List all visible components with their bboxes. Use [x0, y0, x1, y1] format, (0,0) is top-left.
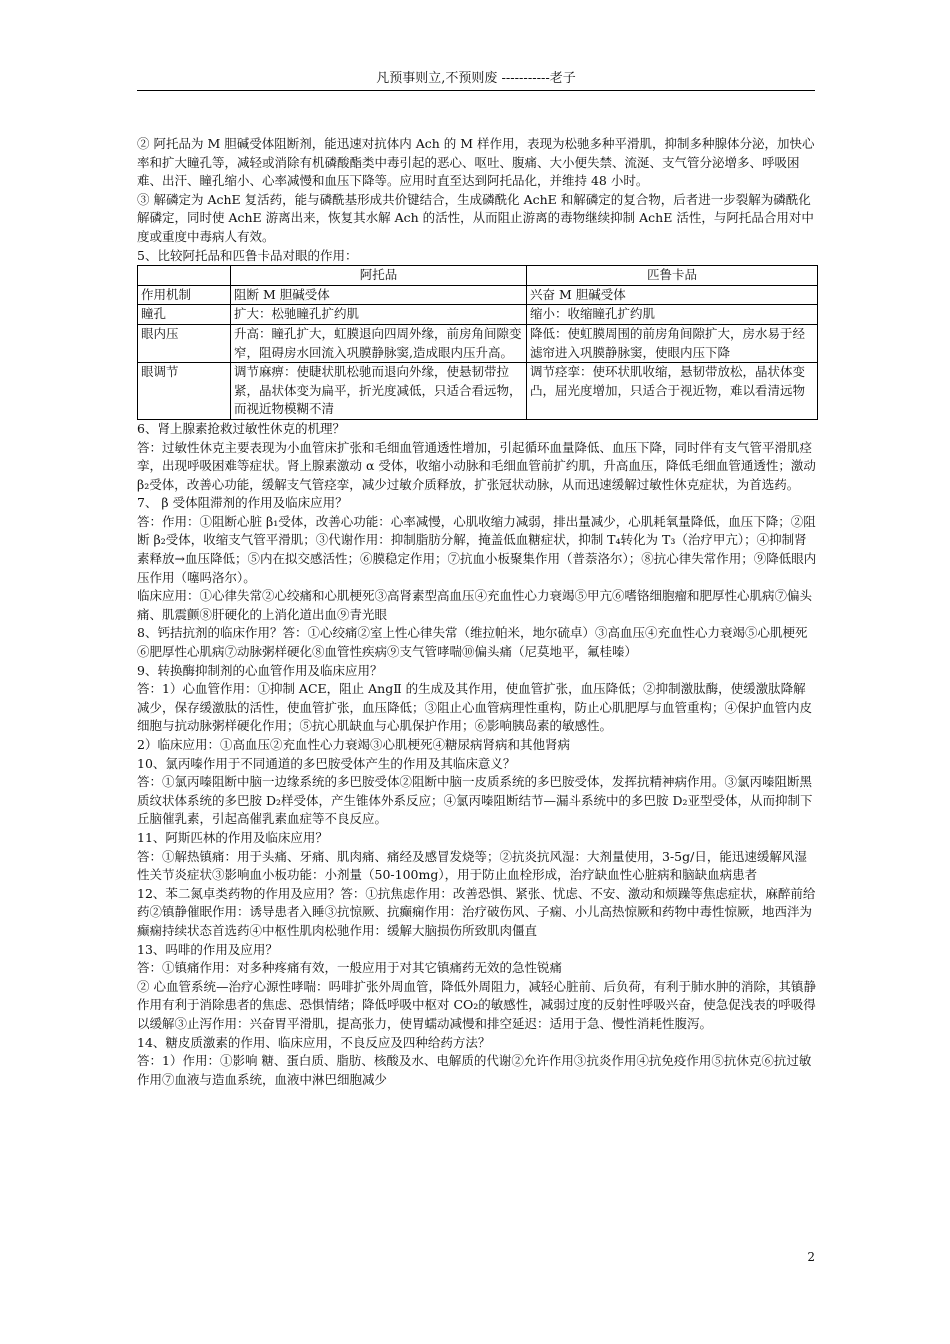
table-row	[138, 305, 818, 325]
paragraph: ② 阿托品为 M 胆碱受体阻断剂，能迅速对抗体内 Ach 的 M 样作用，表现为松驰多种平滑肌，抑制多种腺体分泌，加快心率和扩大瞳孔等，减轻或消除有机磷酸酯类中毒引起的恶心、呕吐、腹痛、大小便失禁、流涎、支气管分泌增多、呼吸困难、出汗、瞳孔缩小、心率减慢和血压下降等。应用时直至达到阿托品化，并维持 48 小时。	[137, 136, 815, 189]
table-cell: 眼调节	[138, 363, 231, 420]
table-row	[138, 363, 818, 420]
table-cell: 缩小：收缩瞳孔扩约肌	[527, 305, 818, 325]
answer-paragraph: 12、苯二氮卓类药物的作用及应用？答：①抗焦虑作用：改善恐惧、紧张、忧虑、不安、激动和烦躁等焦虑症状，麻醉前给药②镇静催眠作用：诱导患者入睡③抗惊厥、抗癫痫作用：治疗破伤风、子痫、小儿高热惊厥和药物中毒性惊厥，地西泮为癫痫持续状态首选药④中枢性肌肉松驰作用：缓解大脑损伤所致肌肉僵直	[137, 885, 816, 938]
answer-paragraph: 临床应用：①心律失常②心绞痛和心肌梗死③高肾素型高血压④充血性心力衰竭⑤甲亢⑥嗜铬细胞瘤和肥厚性心肌病⑦偏头痛、肌震颤⑧肝硬化的上消化道出血⑨青光眼	[137, 588, 813, 622]
answer-paragraph: 答：过敏性休克主要表现为小血管床扩张和毛细血管通透性增加，引起循环血量降低、血压下降，同时伴有支气管平滑肌痉挛，出现呼吸困难等症状。肾上腺素激动 α 受体，收缩小动脉和毛细血管前扩约肌，升高血压，降低毛细血管通透性；激动 β₂受体，改善心功能，缓解支气管痉挛，减少过敏介质释放，扩张冠状动脉，从而迅速缓解过敏性休克症状，为首选药。	[137, 439, 816, 492]
answer-paragraph: 答：1）作用：①影响 糖、蛋白质、脂肪、核酸及水、电解质的代谢②允许作用③抗炎作用④抗免疫作用⑤抗休克⑥抗过敏作用⑦血液与造血系统，血液中淋巴细胞减少	[137, 1053, 812, 1087]
table-header-cell: 阿托品	[231, 266, 527, 286]
table-cell: 作用机制	[138, 285, 231, 305]
question-heading: 9、转换酶抑制剂的心血管作用及临床应用？	[137, 662, 383, 678]
answer-paragraph: 8、钙拮抗剂的临床作用？答：①心绞痛②室上性心律失常（维拉帕米，地尔硫卓）③高血压④充血性心力衰竭⑤心肌梗死⑥肥厚性心肌病⑦动脉粥样硬化⑧血管性疾病⑨支气管哮喘⑩偏头痛（尼莫地平，氟桂嗪）	[137, 625, 808, 660]
table-cell: 瞳孔	[138, 305, 231, 325]
answer-paragraph: 答：作用：①阻断心脏 β₁受体，改善心功能：心率减慢，心肌收缩力减弱，排出量减少，心肌耗氧量降低，血压下降；②阻断 β₂受体，收缩支气管平滑肌；③代谢作用：抑制脂肪分解，掩盖低血糖症状，抑制 T₄转化为 T₃（治疗甲亢）；④抑制肾素释放→血压降低；⑤内在拟交感活性；⑥膜稳定作用；⑦抗血小板聚集作用（普萘洛尔）；⑧抗心律失常作用；⑨降低眼内压作用（噻吗洛尔）。	[137, 513, 817, 585]
answer-paragraph: 答：①解热镇痛：用于头痛、牙痛、肌肉痛、痛经及感冒发烧等；②抗炎抗风湿：大剂量使用，3-5g/日，能迅速缓解风湿性关节炎症状③影响血小板功能：小剂量（50-100mg），用于防止血栓形成，治疗缺血性心脏病和脑缺血病患者	[137, 848, 807, 883]
table-cell: 兴奋 M 胆碱受体	[527, 285, 818, 305]
page-content	[137, 135, 817, 1089]
table-row	[138, 324, 818, 362]
table-header-row	[138, 266, 818, 286]
table-header-cell	[138, 266, 231, 286]
table-cell: 扩大：松驰瞳孔扩约肌	[231, 305, 527, 325]
comparison-table	[137, 265, 818, 420]
question-heading: 14、糖皮质激素的作用、临床应用，不良反应及四种给药方法？	[137, 1034, 491, 1050]
question-heading: 7、 β 受体阻滞剂的作用及临床应用？	[137, 495, 348, 511]
table-cell: 眼内压	[138, 324, 231, 362]
table-header-cell: 匹鲁卡品	[527, 266, 818, 286]
answer-paragraph: 答：①镇痛作用：对多种疼痛有效，一般应用于对其它镇痛药无效的急性锐痛	[137, 960, 563, 976]
question-heading: 13、吗啡的作用及应用？	[137, 941, 278, 957]
table-cell: 调节痉挛：使环状肌收缩，悬韧带放松，晶状体变凸，屈光度增加，只适合于视近物，难以看清远物	[527, 363, 818, 420]
section-heading: 5、比较阿托品和匹鲁卡品对眼的作用：	[137, 247, 358, 263]
question-heading: 6、肾上腺素抢救过敏性休克的机理？	[137, 420, 345, 436]
table-cell: 升高：瞳孔扩大，虹膜退向四周外缘，前房角间隙变窄，阻碍房水回流入巩膜静脉窦,造成眼内压升高。	[231, 324, 527, 362]
page-header: 凡预事则立,不预则废 -----------老子	[376, 71, 576, 86]
question-heading: 11、阿斯匹林的作用及临床应用？	[137, 829, 328, 845]
page-number: 2	[807, 1250, 815, 1264]
paragraph: ③ 解磷定为 AchE 复活药，能与磷酰基形成共价键结合，生成磷酰化 AchE 和解磷定的复合物，后者进一步裂解为磷酰化解磷定，同时使 AchE 游离出来，恢复其水解 Ach 的活性，从而阻止游离的毒物继续抑制 AchE 活性，与阿托品合用对中度或重度中毒病人有效。	[137, 191, 814, 244]
table-cell: 阻断 M 胆碱受体	[231, 285, 527, 305]
question-heading: 10、氯丙嗪作用于不同通道的多巴胺受体产生的作用及其临床意义？	[137, 755, 516, 771]
answer-paragraph: 答：1）心血管作用：①抑制 ACE，阻止 AngⅡ 的生成及其作用，使血管扩张，血压降低；②抑制激肽酶，使缓激肽降解减少，保存缓激肽的活性，使血管扩张，血压降低；③阻止心血管病理性重构，防止心肌肥厚与血管重构；④保护血管内皮细胞与抗动脉粥样硬化作用；⑤抗心肌缺血与心肌保护作用；⑥影响胰岛素的敏感性。	[137, 681, 813, 734]
answer-paragraph: ② 心血管系统—治疗心源性哮喘：吗啡扩张外周血管，降低外周阻力，减轻心脏前、后负荷，有利于肺水肿的消除，其镇静作用有利于消除患者的焦虑、恐惧情绪；降低呼吸中枢对 CO₂的敏感性，减弱过度的反射性呼吸兴奋，使急促浅表的呼吸得以缓解③止泻作用：兴奋胃平滑肌，提高张力，使胃蠕动减慢和排空延迟：适用于急、慢性消耗性腹泻。	[137, 978, 816, 1031]
table-row	[138, 285, 818, 305]
answer-paragraph: 答：①氯丙嗪阻断中脑一边缘系统的多巴胺受体②阻断中脑一皮质系统的多巴胺受体，发挥抗精神病作用。③氯丙嗪阻断黑质纹状体系统的多巴胺 D₂样受体，产生锥体外系反应；④氯丙嗪阻断结节—漏斗系统中的多巴胺 D₂亚型受体，从而抑制下丘脑催乳素，引起高催乳素血症等不良反应。	[137, 774, 813, 827]
table-cell: 调节麻痹：使睫状肌松驰而退向外缘，使悬韧带拉紧，晶状体变为扁平，折光度减低，只适合看远物，而视近物模糊不清	[231, 363, 527, 420]
table-cell: 降低：使虹膜周围的前房角间隙扩大，房水易于经滤帘进入巩膜静脉窦，使眼内压下降	[527, 324, 818, 362]
header-rule	[137, 90, 815, 91]
answer-paragraph: 2）临床应用：①高血压②充血性心力衰竭③心肌梗死④糖尿病肾病和其他肾病	[137, 737, 570, 752]
